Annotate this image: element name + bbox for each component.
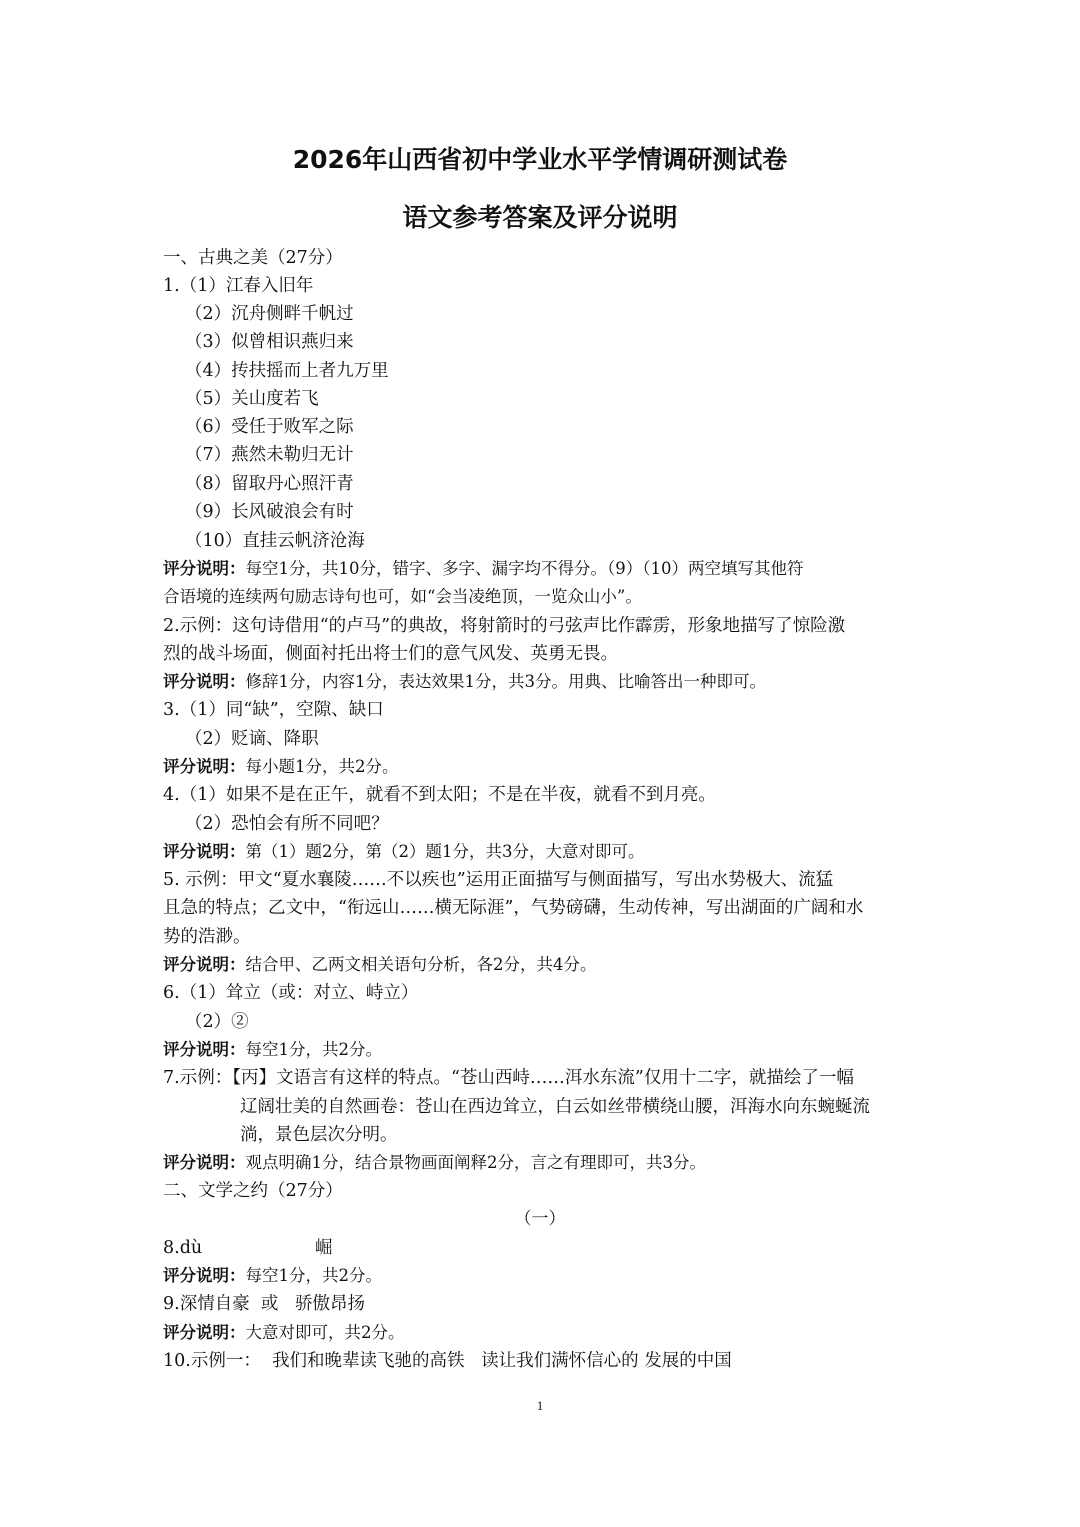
scoring-label: 评分说明： (163, 1266, 246, 1285)
scoring-label: 评分说明： (163, 1323, 246, 1342)
scoring-label: 评分说明： (163, 672, 246, 691)
q7-line-1: 7.示例：【丙】文语言有这样的特点。“苍山西峙……洱水东流”仅用十二字，就描绘了一幅 (163, 1068, 854, 1088)
q1-scoring-note-cont: 合语境的连续两句励志诗句也可，如“会当凌绝顶，一览众山小”。 (163, 587, 642, 606)
section-heading-1: 一、古典之美（27分） (163, 248, 343, 268)
section-heading-2: 二、文学之约（27分） (163, 1181, 343, 1201)
q1-item-8: （8）留取丹心照汗青 (185, 474, 354, 494)
q4-line-1: 4.（1）如果不是在正午，就看不到太阳；不是在半夜，就看不到月亮。 (163, 785, 716, 805)
scoring-text: 每空1分，共10分，错字、多字、漏字均不得分。（9）（10）两空填写其他符 (245, 559, 804, 578)
scoring-label: 评分说明： (163, 955, 246, 974)
document-title: 2026年山西省初中学业水平学情调研测试卷 (292, 145, 788, 174)
q6-line-1: 6.（1）耸立（或：对立、峙立） (163, 983, 419, 1003)
q1-item-5: （5）关山度若飞 (185, 389, 319, 409)
q8-scoring-note (163, 1264, 382, 1288)
q3-line-1: 3.（1）同“缺”，空隙、缺口 (163, 700, 384, 720)
q6-scoring-note (163, 1038, 382, 1062)
q5-line-3: 势的浩渺。 (163, 927, 251, 947)
q1-item-4: （4）抟扶摇而上者九万里 (185, 361, 389, 381)
scoring-label: 评分说明： (163, 757, 246, 776)
q1-item-6: （6）受任于败军之际 (185, 417, 354, 437)
q3-scoring-note (163, 755, 399, 779)
q10-line-1: 10.示例一： 我们和晚辈读飞驰的高铁 读让我们满怀信心的 发展的中国 (163, 1351, 732, 1371)
q4-scoring-note (163, 840, 645, 864)
q2-line-1: 2.示例：这句诗借用“的卢马”的典故，将射箭时的弓弦声比作霹雳，形象地描写了惊险激 (163, 616, 846, 636)
q8-answer-1: 8.dù (163, 1238, 203, 1258)
q1-item-2: （2）沉舟侧畔千帆过 (185, 304, 354, 324)
q2-line-2: 烈的战斗场面，侧面衬托出将士们的意气风发、英勇无畏。 (163, 644, 618, 664)
scoring-label: 评分说明： (163, 842, 246, 861)
scoring-text: 大意对即可，共2分。 (245, 1323, 405, 1342)
document-subtitle: 语文参考答案及评分说明 (402, 203, 678, 232)
scoring-text: 每空1分，共2分。 (245, 1266, 382, 1285)
scoring-label: 评分说明： (163, 1153, 246, 1172)
q5-scoring-note (163, 953, 597, 977)
q2-scoring-note (163, 670, 766, 694)
q1-scoring-note (163, 557, 804, 581)
q1-item-10: （10）直挂云帆济沧海 (185, 531, 365, 551)
q5-line-2: 且急的特点；乙文中，“衔远山……横无际涯”，气势磅礴，生动传神，写出湖面的广阔和水 (163, 898, 864, 918)
part-heading: （一） (514, 1209, 566, 1229)
scoring-text: 每小题1分，共2分。 (245, 757, 399, 776)
q1-item-7: （7）燕然未勒归无计 (185, 445, 354, 465)
page-number: 1 (536, 1398, 544, 1413)
scoring-text: 结合甲、乙两文相关语句分析，各2分，共4分。 (245, 955, 597, 974)
q1-item-1: 1.（1）江春入旧年 (163, 276, 314, 296)
scoring-text: 第（1）题2分，第（2）题1分，共3分，大意对即可。 (245, 842, 645, 861)
q7-line-2: 辽阔壮美的自然画卷：苍山在西边耸立，白云如丝带横绕山腰，洱海水向东蜿蜒流 (240, 1097, 870, 1117)
q7-scoring-note (163, 1151, 706, 1175)
scoring-text: 修辞1分，内容1分，表达效果1分，共3分。用典、比喻答出一种即可。 (245, 672, 766, 691)
q6-line-2: （2）② (185, 1012, 249, 1032)
scoring-text: 每空1分，共2分。 (245, 1040, 382, 1059)
q4-line-2: （2）恐怕会有所不同吧？ (185, 814, 389, 834)
q1-item-3: （3）似曾相识燕归来 (185, 332, 354, 352)
q7-line-3: 淌，景色层次分明。 (240, 1125, 398, 1145)
q8-answer-2: 崛 (315, 1238, 333, 1258)
scoring-text: 观点明确1分，结合景物画面阐释2分，言之有理即可，共3分。 (245, 1153, 706, 1172)
scoring-label: 评分说明： (163, 559, 246, 578)
q9-scoring-note (163, 1321, 405, 1345)
scoring-label: 评分说明： (163, 1040, 246, 1059)
q5-line-1: 5. 示例：甲文“夏水襄陵……不以疾也”运用正面描写与侧面描写，写出水势极大、流猛 (163, 870, 834, 890)
q1-item-9: （9）长风破浪会有时 (185, 502, 354, 522)
q9-line-1: 9.深情自豪 或 骄傲昂扬 (163, 1294, 366, 1314)
q3-line-2: （2）贬谪、降职 (185, 729, 319, 749)
